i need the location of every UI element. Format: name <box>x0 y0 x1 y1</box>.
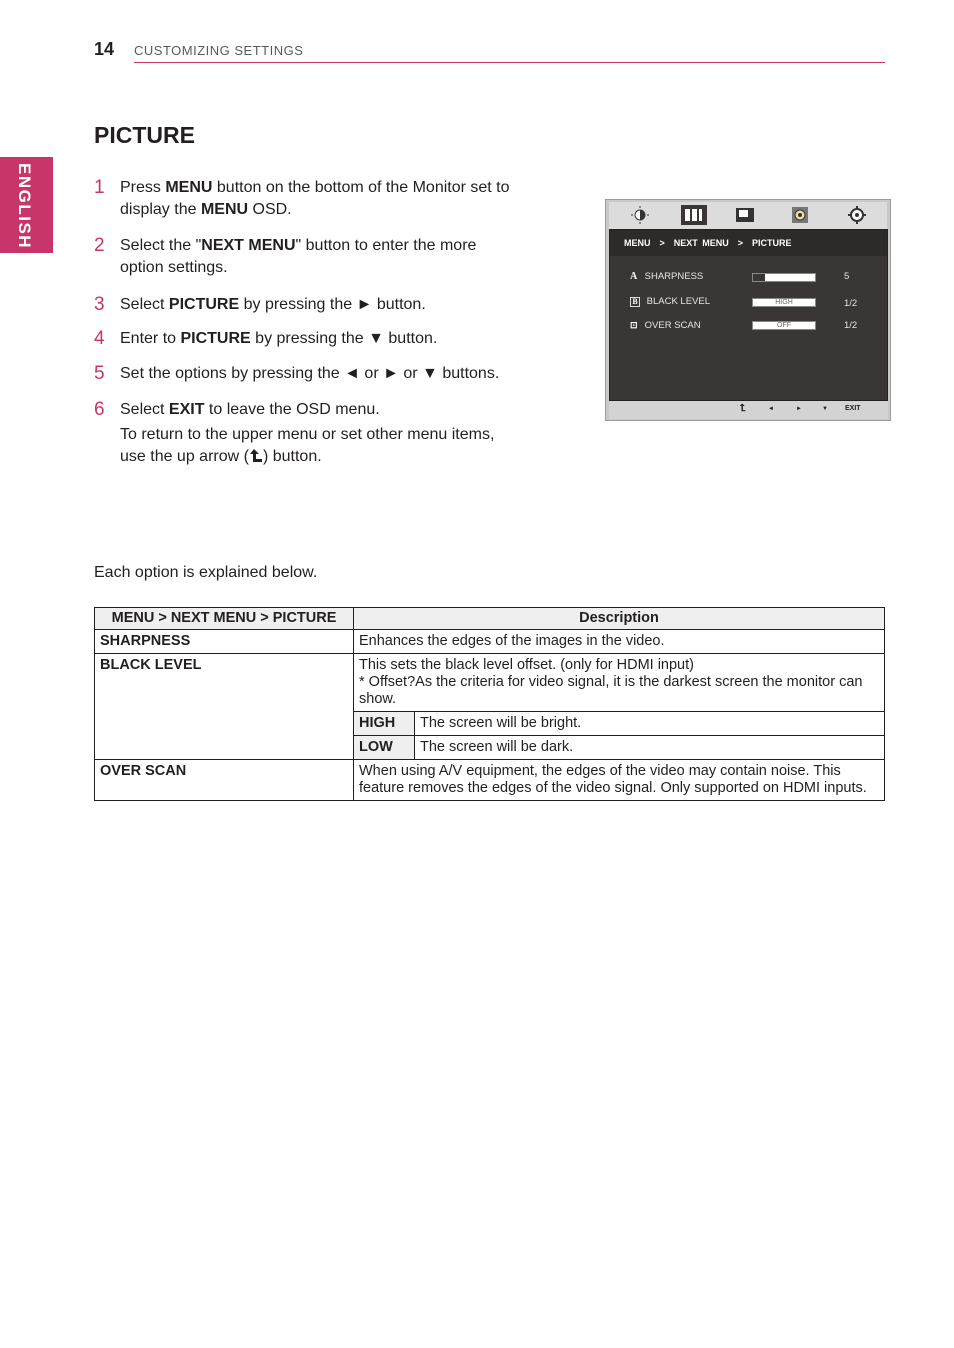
instruction-steps <box>94 177 524 468</box>
table-row <box>95 630 885 654</box>
table-row <box>95 760 885 801</box>
intro-text: Each option is explained below. <box>94 564 318 581</box>
table-row <box>95 654 885 712</box>
option-name: BLACK LEVEL <box>95 654 354 760</box>
osd-panel <box>609 229 888 401</box>
step-text: Select EXIT to leave the OSD menu. <box>120 401 380 418</box>
step-6-note-text: To return to the upper menu or set other menu items, use the up arrow ( <box>120 426 495 465</box>
step-6 <box>94 399 524 468</box>
osd-sharpness-fill <box>753 274 765 281</box>
brightness-icon <box>629 205 651 225</box>
table-header-row <box>95 608 885 630</box>
suboption-description: The screen will be bright. <box>415 712 885 736</box>
step-text: Select the "NEXT MENU" button to enter the more option settings. <box>120 237 477 276</box>
osd-screenshot <box>605 199 891 421</box>
step-number: 6 <box>94 399 105 420</box>
osd-icon-bar <box>609 202 887 229</box>
osd-exit-label: EXIT <box>845 405 861 412</box>
page-number: 14 <box>94 39 115 59</box>
step-2 <box>94 235 524 279</box>
osd-row-label: OVER SCAN <box>644 320 701 331</box>
option-description: Enhances the edges of the images in the video. <box>354 630 885 654</box>
osd-up-icon: ⮤ <box>740 403 746 414</box>
step-5 <box>94 363 524 385</box>
black-level-icon: B <box>630 297 640 307</box>
step-text: Press MENU button on the bottom of the Monitor set to display the MENU OSD. <box>120 179 510 218</box>
step-4 <box>94 328 524 350</box>
osd-down-icon: ▼ <box>822 406 828 412</box>
step-number: 5 <box>94 363 105 384</box>
osd-row-over-scan <box>630 320 701 331</box>
osd-row-label: SHARPNESS <box>644 271 704 282</box>
step-text: Enter to PICTURE by pressing the ▼ button. <box>120 330 438 347</box>
step-3 <box>94 294 524 316</box>
osd-row-value: 1/2 <box>844 320 858 331</box>
osd-over-scan-bar: OFF <box>752 321 816 330</box>
up-arrow-icon <box>249 448 263 463</box>
option-description <box>354 654 885 712</box>
osd-row-sharpness <box>630 271 703 282</box>
step-6-note-end: ) button. <box>262 448 322 465</box>
sharpness-icon: A <box>630 271 638 282</box>
screen-icon <box>734 205 756 225</box>
black-level-desc-line1: This sets the black level offset. (only for HDMI input) <box>359 657 694 673</box>
picture-icon <box>681 205 707 225</box>
step-text: Set the options by pressing the ◄ or ► or ▼ buttons. <box>120 365 500 382</box>
settings-icon <box>846 205 868 225</box>
osd-sharpness-bar <box>752 273 816 282</box>
osd-row-label: BLACK LEVEL <box>646 296 711 307</box>
table-header-menu: MENU > NEXT MENU > PICTURE <box>95 608 354 630</box>
color-icon <box>789 205 811 225</box>
step-number: 1 <box>94 177 105 198</box>
suboption-name: HIGH <box>354 712 415 736</box>
osd-right-icon: ► <box>796 406 802 412</box>
osd-button-bar <box>609 401 888 419</box>
osd-row-black-level <box>630 296 710 307</box>
osd-left-icon: ◄ <box>768 406 774 412</box>
page-title: PICTURE <box>94 122 195 148</box>
language-tab-label: ENGLISH <box>15 163 34 250</box>
step-number: 3 <box>94 294 105 315</box>
step-1 <box>94 177 524 221</box>
options-table <box>94 607 885 801</box>
section-title: CUSTOMIZING SETTINGS <box>134 43 304 58</box>
step-number: 2 <box>94 235 105 256</box>
step-6-note <box>120 424 524 468</box>
option-name: SHARPNESS <box>95 630 354 654</box>
option-description: When using A/V equipment, the edges of the video may contain noise. This feature removes the edges of the video signal. Only supported on HDMI inputs. <box>354 760 885 801</box>
step-text: Select PICTURE by pressing the ► button. <box>120 296 426 313</box>
osd-breadcrumb: MENU > NEXT MENU > PICTURE <box>624 238 792 248</box>
language-tab <box>0 157 53 253</box>
table-header-description: Description <box>354 608 885 630</box>
osd-black-level-bar: HIGH <box>752 298 816 307</box>
header-divider <box>134 62 885 63</box>
step-number: 4 <box>94 328 105 349</box>
osd-row-value: 1/2 <box>844 298 858 309</box>
suboption-description: The screen will be dark. <box>415 736 885 760</box>
over-scan-icon: ⊡ <box>630 320 638 330</box>
suboption-name: LOW <box>354 736 415 760</box>
black-level-desc-line2: * Offset?As the criteria for video signal, it is the darkest screen the monitor can show. <box>359 674 863 707</box>
option-name: OVER SCAN <box>95 760 354 801</box>
osd-row-value: 5 <box>844 271 850 282</box>
